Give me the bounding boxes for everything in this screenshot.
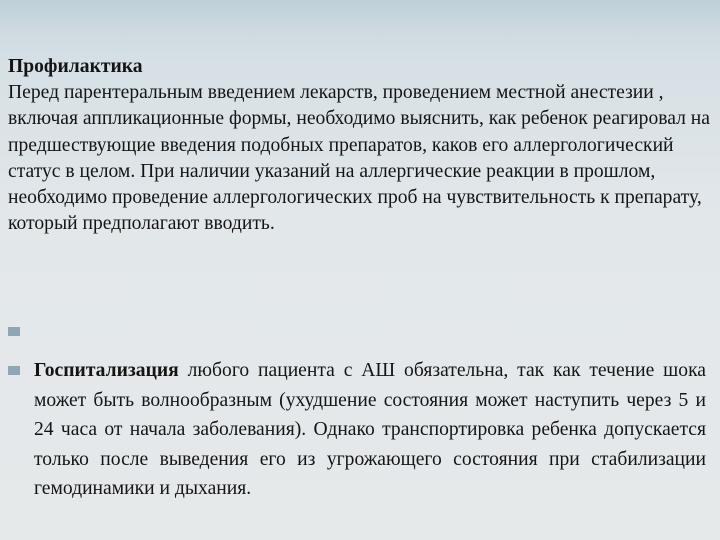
prophylaxis-heading: Профилактика xyxy=(8,56,143,77)
empty-bullet-icon xyxy=(8,327,20,336)
prophylaxis-paragraph xyxy=(8,54,714,237)
hospitalization-text: любого пациента с АШ обязательна, так как течение шока может быть волнообразным (ухудшение состояния может наступить через 5 и 24 часа от начала заболевания). Однако транспортировка ребенка допускается только после выведения его из угрожающего состояния при стабилизации гемодинамики и дыхания. xyxy=(34,360,706,500)
bullet-icon xyxy=(8,366,20,375)
prophylaxis-text: Перед парентеральным введением лекарств, проведением местной анестезии , включая аппликационные формы, необходимо выяснить, как ребенок реагировал на предшествующие введения подобных препаратов, каков его аллергологический статус в целом. При наличии указаний на аллергические реакции в прошлом, необходимо проведение аллергологических проб на чувствительность к препарату, который предполагают вводить. xyxy=(8,82,710,235)
hospitalization-paragraph xyxy=(34,356,706,504)
hospitalization-heading: Госпитализация xyxy=(34,360,179,381)
slide-top-band xyxy=(0,0,720,42)
